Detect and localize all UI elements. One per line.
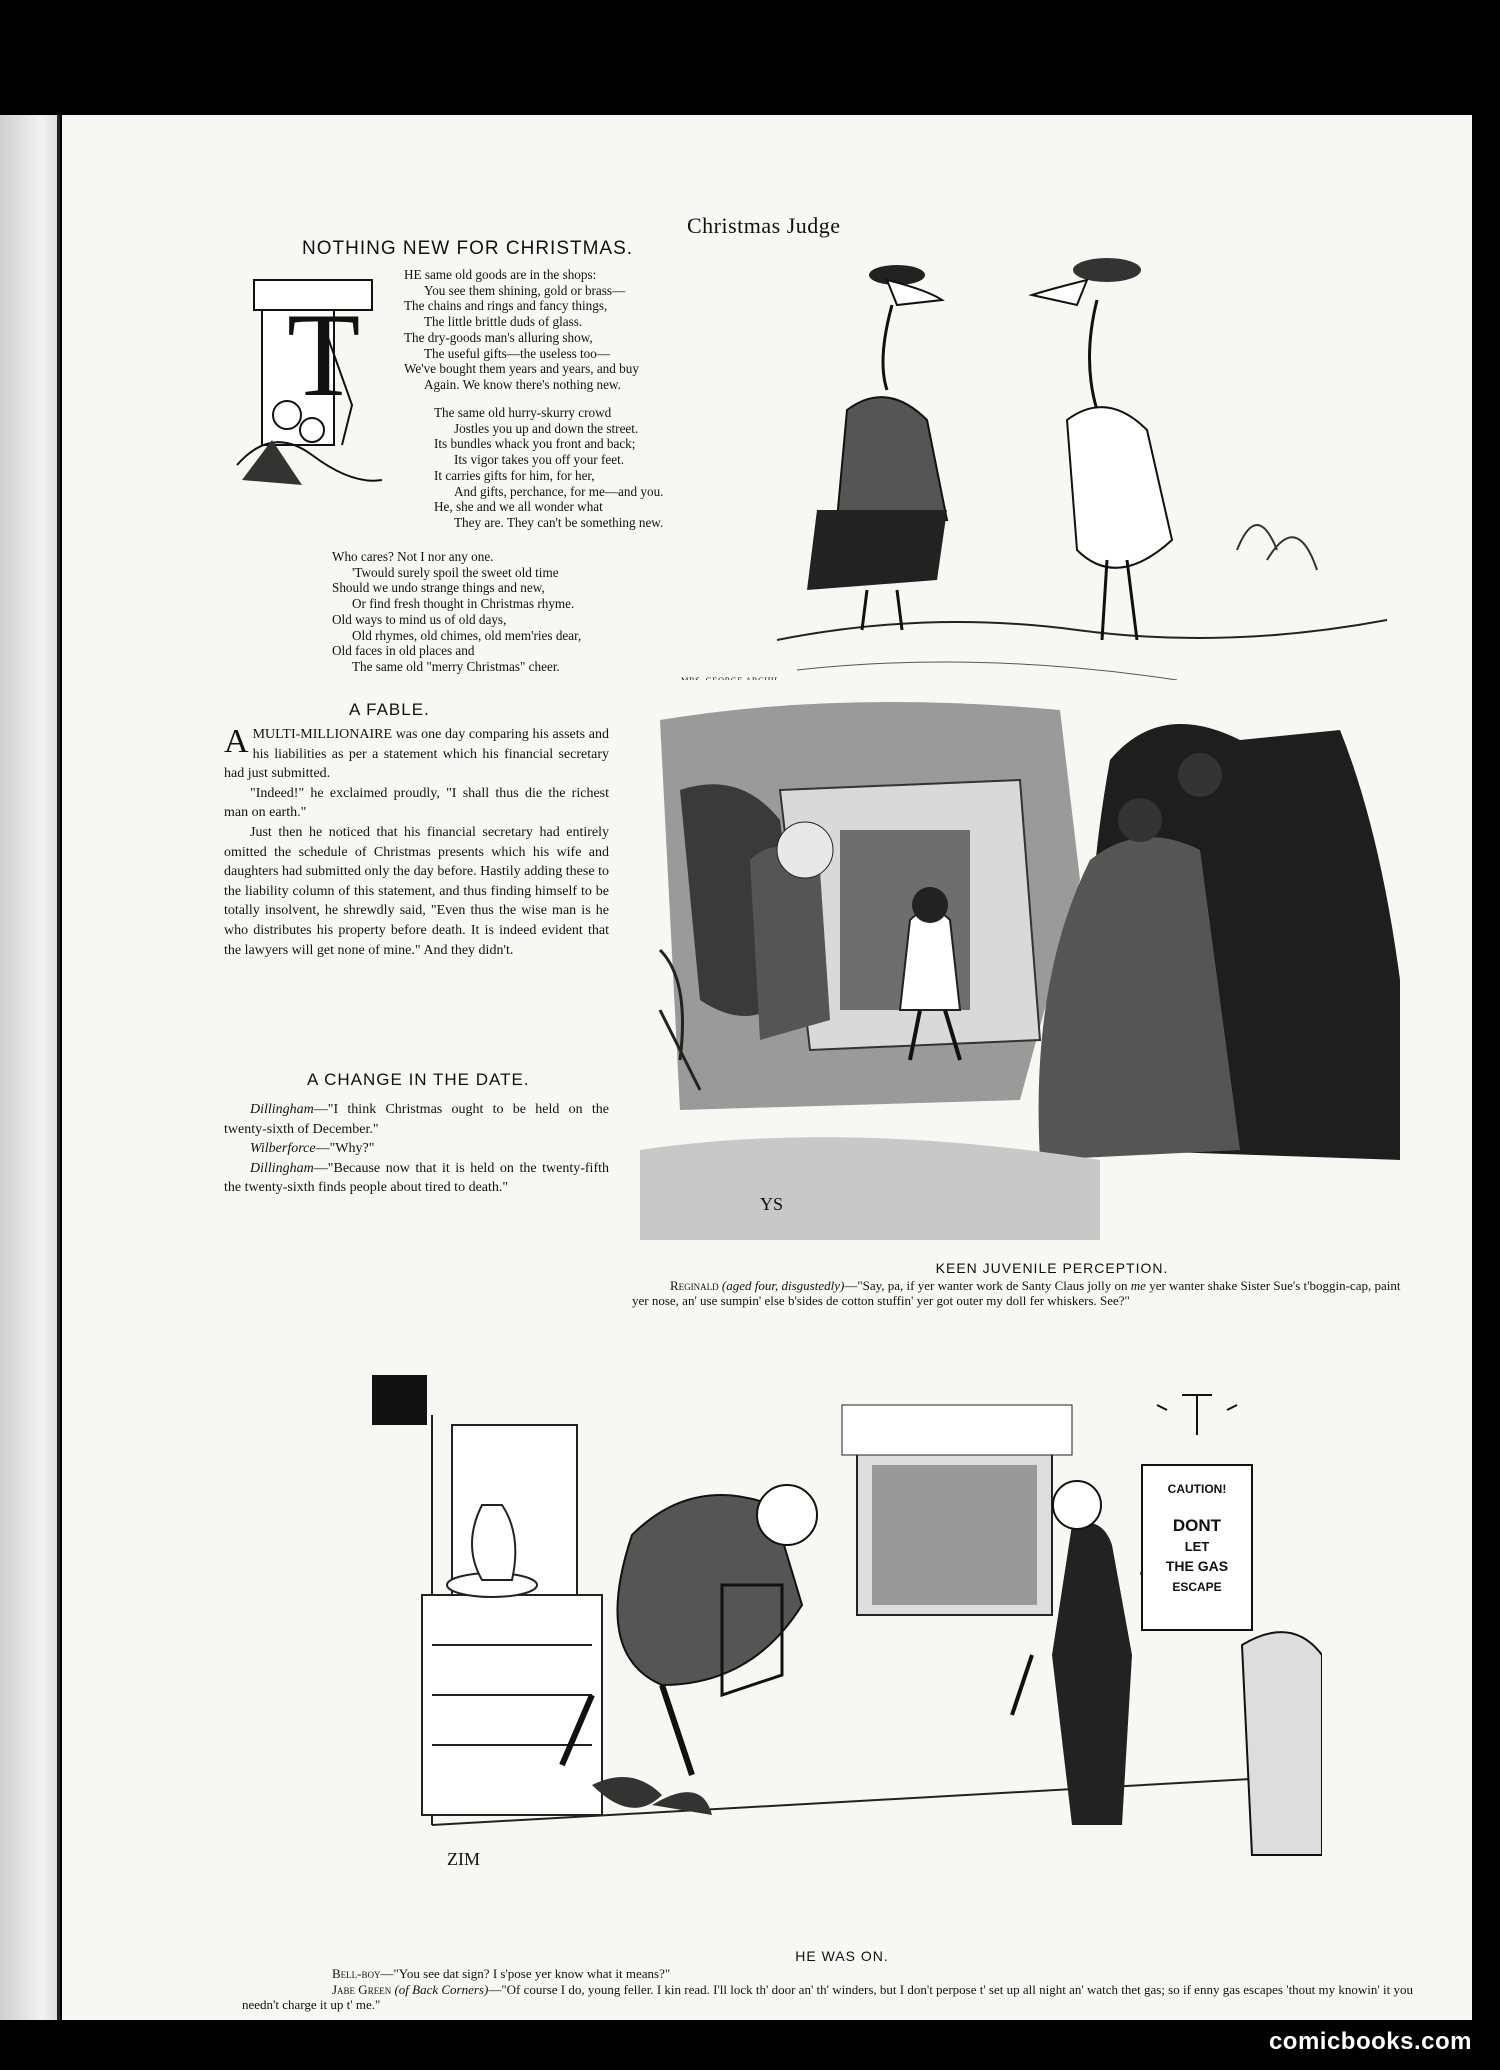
- poem-line: It carries gifts for him, for her,: [434, 467, 595, 483]
- running-title: Christmas Judge: [687, 213, 841, 238]
- poem-stanza-1: [404, 267, 804, 393]
- poem-line: The same old "merry Christmas" cheer.: [352, 658, 560, 674]
- gas-speaker-2: Jabe Green: [332, 1982, 392, 1997]
- fable-dropcap: A: [224, 723, 249, 760]
- poem-line: Who cares? Not I nor any one.: [332, 549, 494, 564]
- poem-line: The dry-goods man's alluring show,: [404, 329, 593, 345]
- poem-line: Jostles you up and down the street.: [454, 420, 639, 436]
- poem-line: He, she and we all wonder what: [434, 499, 603, 515]
- poem-line: The little brittle duds of glass.: [424, 314, 583, 330]
- fable-paragraph-3: Just then he noticed that his financial secretary had entirely omitted the schedule of Christmas presents which his wife and daughters had submitted only the day before. Hastily adding these to the liability column of this statement, and thus finding himself to be totally insolvent, he shrewdly said, "Even thus the wise man is he who distributes his property before death. It is indeed evident that the lawyers will get none of mine." And they didn't.: [224, 824, 609, 958]
- gas-caption-title: HE WAS ON.: [795, 1948, 889, 1964]
- poem-line: The useful gifts—the useless too—: [424, 345, 611, 361]
- poem-line: You see them shining, gold or brass—: [424, 282, 626, 298]
- geese-illustration: [777, 250, 1387, 715]
- date-change-speaker-3: Dillingham: [250, 1160, 314, 1176]
- poem-line: Should we undo strange things and new,: [332, 580, 545, 596]
- poem-line: They are. They can't be something new.: [454, 514, 664, 530]
- fable-paragraph-2: "Indeed!" he exclaimed proudly, "I shall thus die the richest man on earth.": [224, 785, 609, 821]
- juvenile-emphasis: me: [1130, 1278, 1146, 1293]
- dropcap-illustration: [232, 265, 382, 487]
- fable-title: A FABLE.: [349, 700, 430, 719]
- gas-caption-line-1: [242, 1966, 1452, 1981]
- poem-line: Old ways to mind us of old days,: [332, 611, 507, 627]
- gas-line-1: —"You see dat sign? I s'pose yer know what it means?": [380, 1966, 671, 1981]
- poem-title: NOTHING NEW FOR CHRISTMAS.: [302, 238, 634, 259]
- poem-line: 'Twould surely spoil the sweet old time: [352, 564, 559, 580]
- facing-page-edge: [0, 115, 60, 2020]
- juvenile-text-b: yer wanter shake Sister Sue's t'boggin-cap, paint yer nose, an' use sumpin' else b'sides de cotton stuffin' yer got outer my doll fer whiskers. See?": [632, 1278, 1401, 1308]
- juvenile-caption: [632, 1278, 1412, 1308]
- date-change-line-2: —"Why?": [315, 1141, 375, 1157]
- sign-let: LET: [1184, 1539, 1210, 1554]
- sign-the-gas: THE GAS: [1165, 1558, 1229, 1574]
- fable-paragraph-1: MULTI-MILLIONAIRE was one day comparing his assets and his liabilities as per a statement which his financial secretary had just submitted.: [224, 727, 609, 782]
- poem-stanza-3: [332, 549, 802, 675]
- poem-line: Again. We know there's nothing new.: [424, 376, 621, 392]
- gas-caption-line-2: [242, 1982, 1452, 2012]
- juvenile-caption-title: KEEN JUVENILE PERCEPTION.: [935, 1260, 1169, 1276]
- poem-line: The same old hurry-skurry crowd: [434, 405, 612, 420]
- date-change-body: [224, 1100, 609, 1198]
- poem-line: The chains and rings and fancy things,: [404, 298, 608, 314]
- poem-line: Old faces in old places and: [332, 643, 475, 659]
- santa-signature: YS: [760, 1194, 784, 1214]
- sign-caution: CAUTION!: [1167, 1482, 1227, 1496]
- sign-escape: ESCAPE: [1172, 1580, 1222, 1594]
- poem-line: HE same old goods are in the shops:: [404, 267, 597, 282]
- date-change-line-3: —"Because now that it is held on the twenty-fifth the twenty-sixth finds people about tired to death.": [224, 1160, 609, 1196]
- poem-dropcap: T: [287, 288, 361, 421]
- date-change-speaker-1: Dillingham: [250, 1102, 314, 1117]
- date-change-speaker-2: Wilberforce: [250, 1141, 316, 1157]
- poem-line: Old rhymes, old chimes, old mem'ries dear,: [352, 627, 582, 643]
- poem-line: And gifts, perchance, for me—and you.: [454, 483, 664, 499]
- gas-illustration: [332, 1355, 1322, 1925]
- gas-signature: ZIM: [447, 1849, 480, 1869]
- sign-dont: DONT: [1172, 1516, 1222, 1535]
- date-change-line-1: —"I think Christmas ought to be held on the twenty-sixth of December.": [224, 1102, 609, 1137]
- juvenile-text-a: —"Say, pa, if yer wanter work de Santy Claus jolly on: [844, 1278, 1131, 1293]
- juvenile-speaker: Reginald: [670, 1278, 719, 1293]
- poem-line: We've bought them years and years, and buy: [404, 361, 639, 377]
- poem-stanza-2: [434, 405, 814, 531]
- juvenile-stage-direction: (aged four, disgustedly): [721, 1278, 845, 1293]
- gas-line-2: —"Of course I do, young feller. I kin read. I'll lock th' door an' th' winders, but I don't perpose t' set up all night an' watch thet gas; so if enny gas escapes 'thout my knowin' it you needn't charge it up t' me.": [242, 1982, 1413, 2012]
- gas-stage-direction: (of Back Corners): [394, 1982, 489, 1997]
- poem-line: Or find fresh thought in Christmas rhyme.: [352, 596, 575, 612]
- santa-illustration: [640, 680, 1402, 1240]
- fable-body: [224, 725, 609, 960]
- poem-line: Its bundles whack you front and back;: [434, 436, 636, 452]
- poem-line: Its vigor takes you off your feet.: [454, 452, 625, 468]
- gas-speaker-1: Bell-boy: [332, 1966, 381, 1981]
- date-change-title: A CHANGE IN THE DATE.: [307, 1070, 530, 1089]
- watermark: comicbooks.com: [1268, 2028, 1472, 2055]
- magazine-page: [62, 115, 1472, 2020]
